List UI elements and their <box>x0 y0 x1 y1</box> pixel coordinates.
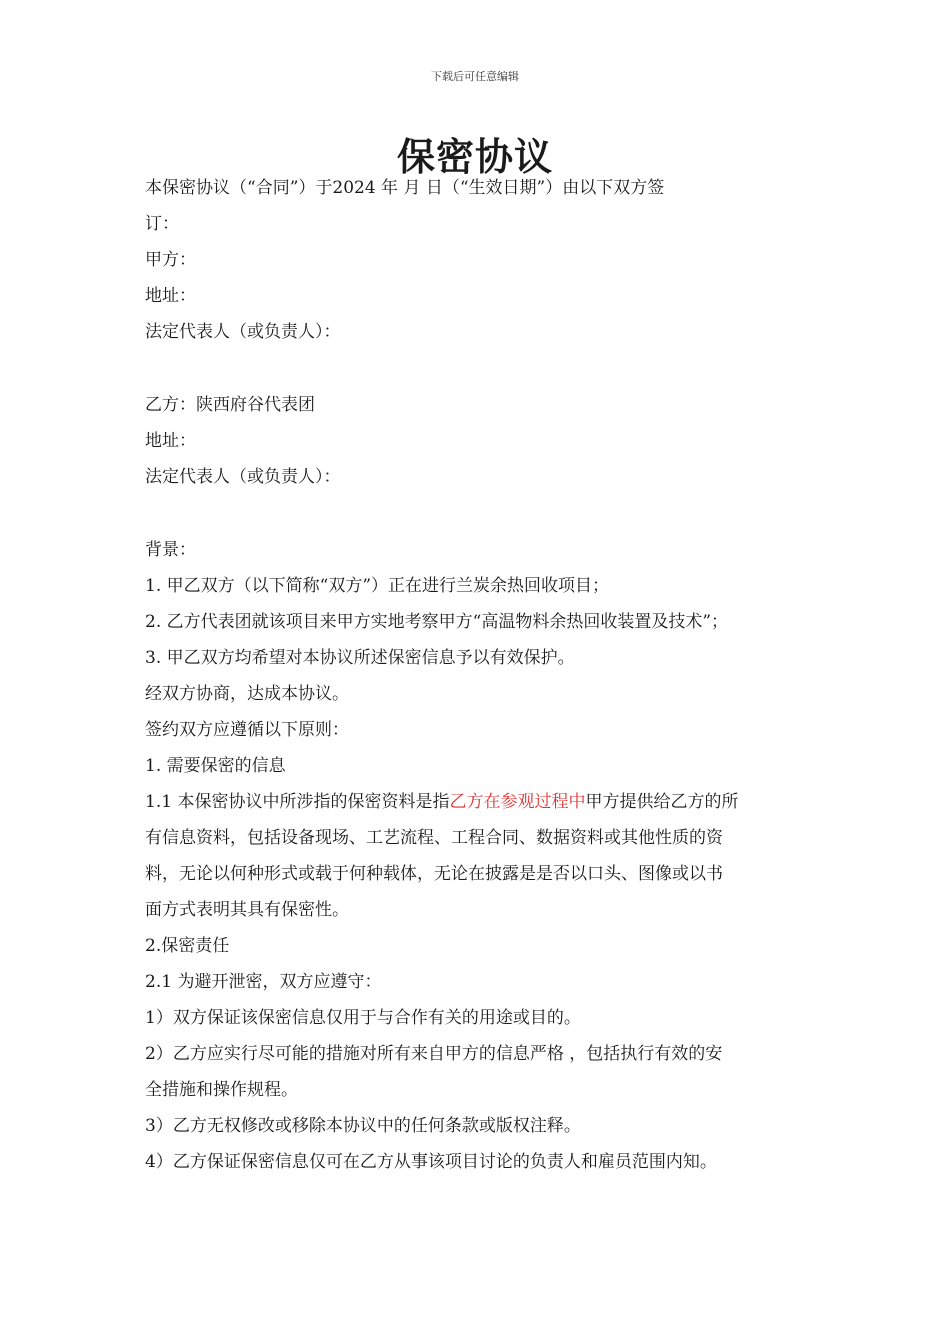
party-b-name: 乙方：陕西府谷代表团 <box>145 395 315 415</box>
page-header-note: 下载后可任意编辑 <box>431 70 519 83</box>
background-heading: 背景： <box>145 540 196 560</box>
background-item-3: 3. 甲乙双方均希望对本协议所述保密信息予以有效保护。 <box>145 648 575 668</box>
agreement-statement: 经双方协商，达成本协议。 <box>145 684 349 704</box>
section-2-item-2-line-2: 全措施和操作规程。 <box>145 1080 298 1100</box>
section-1-1-text-after: 甲方提供给乙方的所 <box>585 792 739 812</box>
background-item-2: 2. 乙方代表团就该项目来甲方实地考察甲方“高温物料余热回收装置及技术”； <box>145 612 729 632</box>
section-2-item-3: 3）乙方无权修改或移除本协议中的任何条款或版权注释。 <box>145 1116 581 1136</box>
section-1-1-line-3: 料，无论以何种形式或载于何种载体，无论在披露是是否以口头、图像或以书 <box>145 864 723 884</box>
section-1-1-line-4: 面方式表明其具有保密性。 <box>145 900 349 920</box>
section-1-1-line-2: 有信息资料，包括设备现场、工艺流程、工程合同、数据资料或其他性质的资 <box>145 828 723 848</box>
party-a-name: 甲方： <box>145 250 196 270</box>
intro-line-2: 订： <box>145 214 179 234</box>
background-item-1: 1. 甲乙双方（以下简称“双方”）正在进行兰炭余热回收项目； <box>145 576 610 596</box>
document-body <box>145 174 813 1184</box>
party-b-representative: 法定代表人（或负责人）： <box>145 467 341 487</box>
section-1-1-line-1 <box>145 788 813 824</box>
section-1-1-highlight: 乙方在参观过程中 <box>449 792 586 812</box>
spacer <box>145 499 813 536</box>
party-b-address: 地址： <box>145 431 196 451</box>
party-a-representative: 法定代表人（或负责人）： <box>145 322 341 342</box>
section-1-heading: 1. 需要保密的信息 <box>145 756 286 776</box>
section-2-heading: 2.保密责任 <box>145 936 230 956</box>
intro-line-1: 本保密协议（“合同”）于2024 年 月 日（“生效日期”）由以下双方签 <box>145 178 665 198</box>
spacer <box>145 354 813 391</box>
section-2-item-4: 4）乙方保证保密信息仅可在乙方从事该项目讨论的负责人和雇员范围内知。 <box>145 1152 717 1172</box>
party-a-address: 地址： <box>145 286 196 306</box>
section-1-1-text-before: 1.1 本保密协议中所涉指的保密资料是指 <box>145 792 450 812</box>
document-title: 保密协议 <box>396 134 553 179</box>
section-2-item-2-line-1: 2）乙方应实行尽可能的措施对所有来自甲方的信息严格 ，包括执行有效的安 <box>145 1044 723 1064</box>
principles-statement: 签约双方应遵循以下原则： <box>145 720 349 740</box>
section-2-item-1: 1）双方保证该保密信息仅用于与合作有关的用途或目的。 <box>145 1008 581 1028</box>
section-2-1-heading: 2.1 为避开泄密，双方应遵守： <box>145 972 382 992</box>
